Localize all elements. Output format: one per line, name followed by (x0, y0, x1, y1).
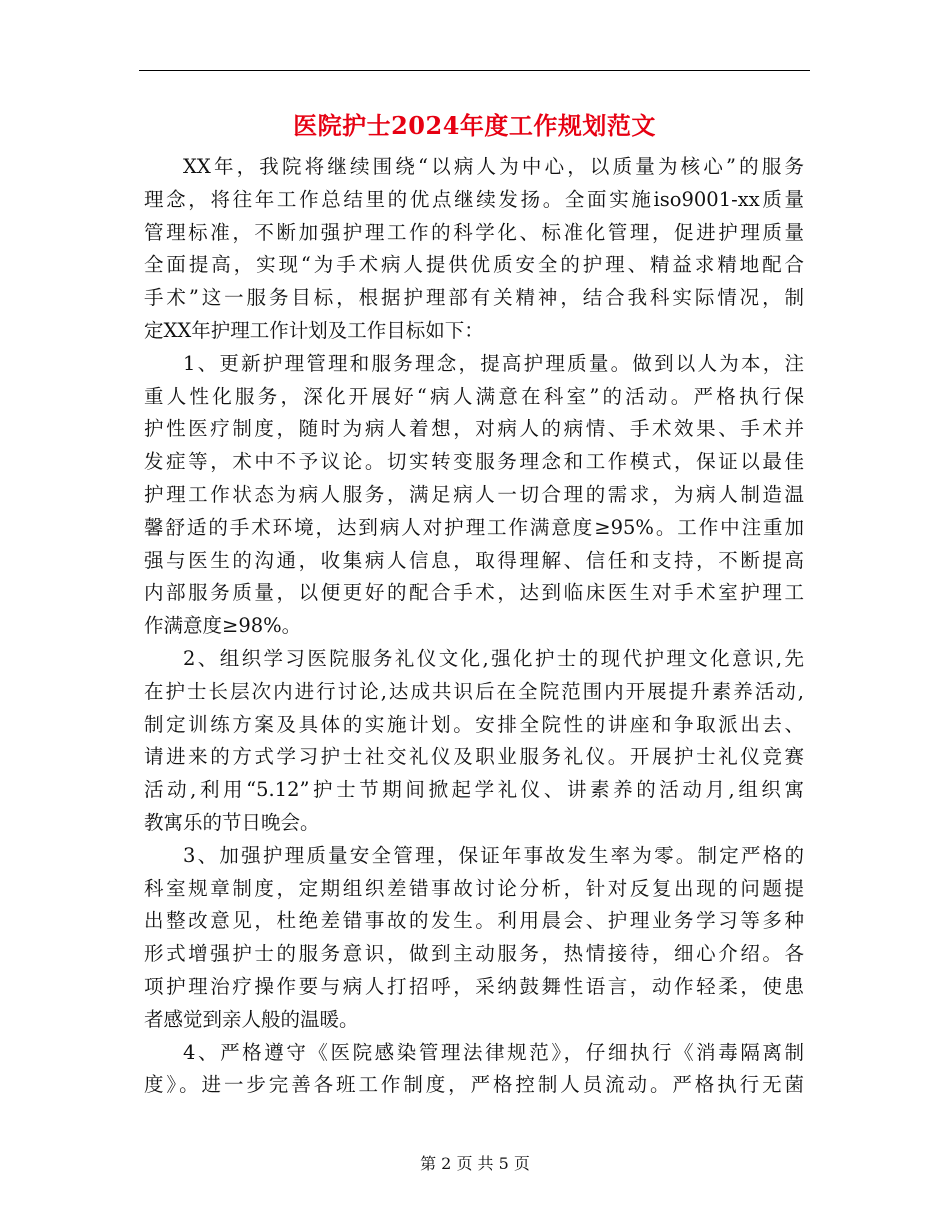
paragraph-line: 项护理治疗操作要与病人打招呼，采纳鼓舞性语言，动作轻柔，使患 (144, 974, 804, 998)
paragraph-line: 理念，将往年工作总结里的优点继续发扬。全面实施iso9001-xx质量 (144, 187, 804, 211)
paragraph-line: 度》。进一步完善各班工作制度，严格控制人员流动。严格执行无菌 (144, 1073, 804, 1097)
paragraph-line: 强与医生的沟通，收集病人信息，取得理解、信任和支持，不断提高 (144, 548, 804, 572)
paragraph-line: 出整改意见，杜绝差错事故的发生。利用晨会、护理业务学习等多种 (144, 909, 804, 933)
paragraph-line: 护性医疗制度，随时为病人着想，对病人的病情、手术效果、手术并 (144, 417, 804, 441)
paragraph-line: 活动,利用“5.12”护士节期间掀起学礼仪、讲素养的活动月,组织寓 (144, 778, 804, 802)
paragraph-line: 制定训练方案及具体的实施计划。安排全院性的讲座和争取派出去、 (144, 712, 804, 736)
paragraph (144, 348, 804, 643)
paragraph-line: 管理标准，不断加强护理工作的科学化、标准化管理，促进护理质量 (144, 220, 804, 244)
document-body (144, 151, 804, 1102)
paragraph-line: 作满意度≥98%。 (144, 614, 302, 638)
paragraph-line: 2、组织学习医院服务礼仪文化,强化护士的现代护理文化意识,先 (183, 646, 804, 670)
header-rule (139, 70, 810, 71)
paragraph (144, 1037, 804, 1103)
paragraph-line: 1、更新护理管理和服务理念，提高护理质量。做到以人为本，注 (183, 351, 804, 375)
paragraph (144, 840, 804, 1037)
paragraph-line: 手术”这一服务目标，根据护理部有关精神，结合我科实际情况，制 (144, 286, 804, 310)
page-footer: 第 2 页 共 5 页 (420, 1154, 530, 1173)
paragraph-line: 请进来的方式学习护士社交礼仪及职业服务礼仪。开展护士礼仪竞赛 (144, 745, 804, 769)
paragraph-line: 科室规章制度，定期组织差错事故讨论分析，针对反复出现的问题提 (144, 876, 804, 900)
paragraph-line: 重人性化服务，深化开展好“病人满意在科室”的活动。严格执行保 (144, 384, 804, 408)
paragraph-line: 全面提高，实现“为手术病人提供优质安全的护理、精益求精地配合 (144, 253, 804, 277)
paragraph-line: 定XX年护理工作计划及工作目标如下： (144, 318, 484, 342)
paragraph-line: 内部服务质量，以便更好的配合手术，达到临床医生对手术室护理工 (144, 581, 804, 605)
paragraph-line: XX年，我院将继续围绕“以病人为中心，以质量为核心”的服务 (183, 155, 804, 178)
paragraph (144, 643, 804, 840)
paragraph-line: 3、加强护理质量安全管理，保证年事故发生率为零。制定严格的 (183, 843, 804, 867)
paragraph (144, 151, 804, 348)
paragraph-line: 在护士长层次内进行讨论,达成共识后在全院范围内开展提升素养活动, (144, 679, 804, 703)
paragraph-line: 4、严格遵守《医院感染管理法律规范》，仔细执行《消毒隔离制 (183, 1040, 804, 1064)
paragraph-line: 护理工作状态为病人服务，满足病人一切合理的需求，为病人制造温 (144, 482, 804, 506)
paragraph-line: 形式增强护士的服务意识，做到主动服务，热情接待，细心介绍。各 (144, 942, 804, 966)
paragraph-line: 者感觉到亲人般的温暖。 (144, 1007, 359, 1031)
document-title: 医院护士2024年度工作规划范文 (293, 111, 656, 140)
paragraph-line: 馨舒适的手术环境，达到病人对护理工作满意度≥95%。工作中注重加 (144, 515, 804, 539)
paragraph-line: 教寓乐的节日晚会。 (144, 810, 320, 834)
paragraph-line: 发症等，术中不予议论。切实转变服务理念和工作模式，保证以最佳 (144, 450, 804, 474)
